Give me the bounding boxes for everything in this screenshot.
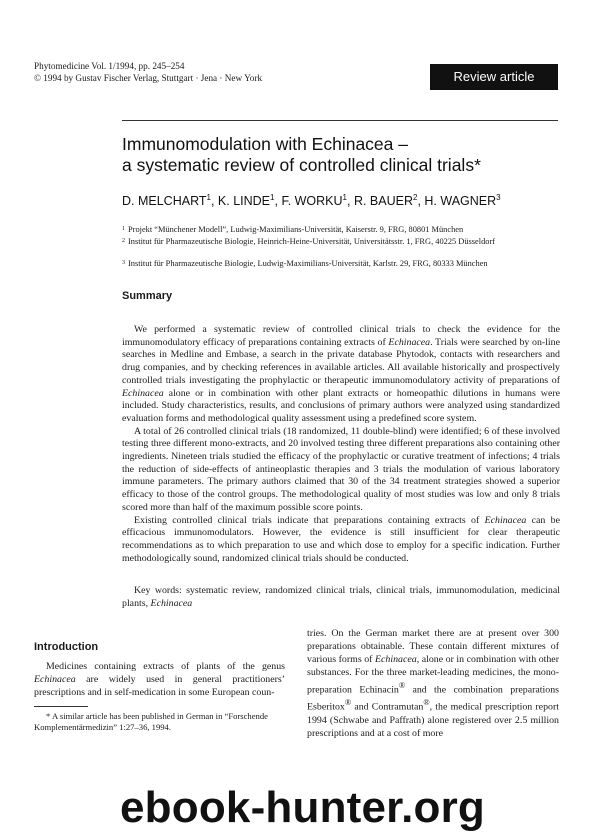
author: F. WORKU$^1$, (281, 193, 354, 209)
introduction-heading: Introduction (34, 641, 99, 653)
footnote: * A similar article has been published in German in “Forschende Komplementärmedizin” 1:27–36, 1994. (34, 711, 268, 732)
author: R. BAUER$^2$, (353, 193, 425, 209)
watermark: ebook-hunter.org (120, 783, 485, 832)
copyright-line: © 1994 by Gustav Fischer Verlag, Stuttgart · Jena · New York (34, 73, 263, 83)
abstract-body (122, 324, 560, 565)
affiliation-2: $^2$ Institut für Pharmazeutische Biologie, Heinrich-Heine-Universität, Universitätsstr. 1, FRG, 40225 Düsseldorf (122, 237, 496, 246)
author: K. LINDE$^1$, (217, 193, 282, 209)
affiliation-1: $^1$ Projekt “Münchener Modell”, Ludwig-Maximilians-Universität, Kaiserstr. 9, FRG, 80801 München (122, 225, 464, 234)
author: H. WAGNER$^3$ (424, 193, 501, 209)
footnote-divider (34, 706, 88, 707)
article-title (122, 134, 562, 176)
keywords: Key words: systematic review, randomized clinical trials, clinical trials, immunomodulation, medicinal plants, Echinacea (122, 585, 560, 609)
title-line-2: a systematic review of controlled clinical trials* (122, 155, 481, 175)
abstract-paragraph-2: A total of 26 controlled clinical trials (18 randomized, 11 double-blind) were identified; 6 of these involved testing three different mono-extracts, and 20 involved testing three different preparations also containing other ingredients. Nineteen trials studied the efficacy of the prophylactic or curative treatment of infections; 4 trials the reduction of side-effects of antineoplastic therapies and 3 trials the modulation of various laboratory immune parameters. The primary authors claimed that 30 of the 34 treatment strategies showed a superior efficacy to those of the control groups. The methodological quality of most studies was low and only 8 trials scored more than half of the maximum possible score points. (122, 425, 560, 513)
article-type-badge: Review article (430, 64, 558, 90)
summary-heading: Summary (122, 290, 173, 302)
abstract-paragraph-3: Existing controlled clinical trials indicate that preparations containing extracts of Echinacea can be efficacious immunomodulators. However, the evidence is still insufficient for clear therapeutic recommendations as to which preparation to use and which dose to employ for a specific indication. Further methodologically sound, randomized clinical trials should be conducted. (122, 514, 560, 564)
affiliation-3: $^3$ Institut für Pharmazeutische Biologie, Ludwig-Maximilians-Universität, Karlstr. 29, FRG, 80333 München (122, 259, 488, 268)
abstract-paragraph-1: We performed a systematic review of controlled clinical trials to check the evidence for the immunomodulatory efficacy of preparations containing extracts of Echinacea. Trials were searched by on-line searches in Medline and Embase, a search in the private database Phytodok, contacts with researchers and drug companies, and by checking references in available articles. All available historically and prospectively controlled trials investigating the prophylactic or therapeutic immunomodulatory activity of preparations of Echinacea alone or in combination with other plant extracts or homeopathic dilutions in humans were included. Study characteristics, results, and conclusions of primary authors were analyzed using standardized evaluation forms and methodological quality assessment using a predefined score system. (122, 324, 560, 424)
top-divider (122, 120, 558, 121)
author-list (122, 193, 501, 208)
intro-text-left: Medicines containing extracts of plants of the genus Echinacea are widely used in general practitioners’ prescriptions and in self-medication in some European coun- (34, 661, 285, 698)
author: D. MELCHART$^1$, (122, 193, 218, 209)
intro-text-right: tries. On the German market there are at present over 300 preparations obtainable. These contain different mixtures of various forms of Echinacea, alone or in combination with other substances. For the three market-leading medicines, the mono-preparation Echinacin® and the combination preparations Esberitox® and Contramutan®, the medical prescription report 1994 (Schwabe and Paffrath) alone registered over 2.5 million prescriptions and at a cost of more (307, 628, 559, 739)
journal-citation: Phytomedicine Vol. 1/1994, pp. 245–254 (34, 61, 185, 71)
title-line-1: Immunomodulation with Echinacea – (122, 134, 408, 154)
